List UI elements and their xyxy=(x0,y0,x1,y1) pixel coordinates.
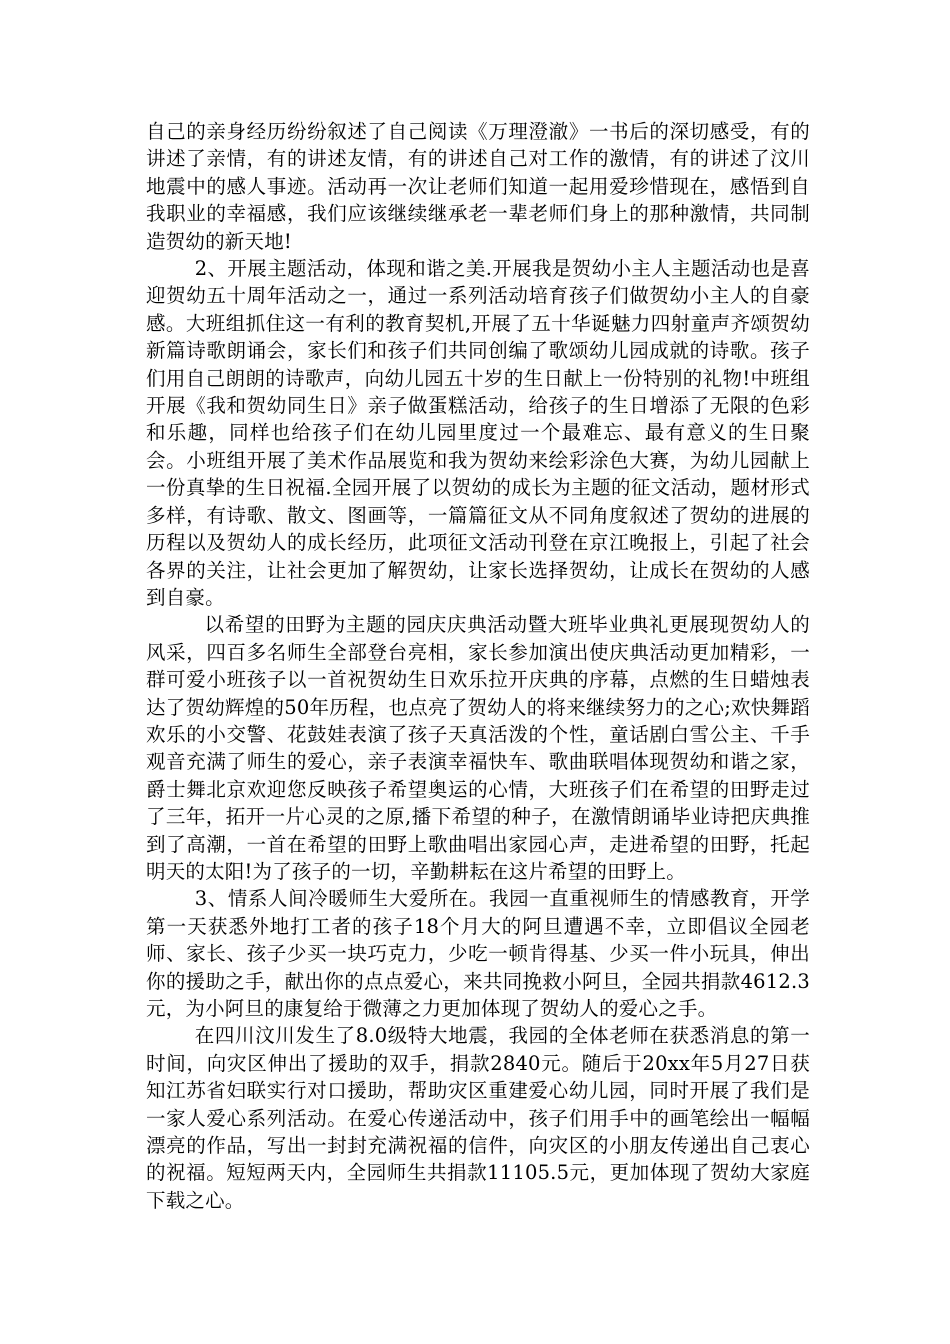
paragraph-earthquake-relief: 在四川汶川发生了8.0级特大地震，我园的全体老师在获悉消息的第一时间，向灾区伸出了援助的双手，捐款2840元。随后于20xx年5月27日获知江苏省妇联实行对口援助，帮助灾区重建爱心幼儿园，同时开展了我们是一家人爱心系列活动。在爱心传递活动中，孩子们用手中的画笔绘出一幅幅漂亮的作品，写出一封封充满祝福的信件，向灾区的小朋友传递出自己衷心的祝福。短短两天内，全园师生共捐款11105.5元，更加体现了贺幼大家庭下载之心。 xyxy=(146,1024,810,1212)
paragraph-anniversary-celebration: 以希望的田野为主题的园庆庆典活动暨大班毕业典礼更展现贺幼人的风采，四百多名师生全部登台亮相，家长参加演出使庆典活动更加精彩，一群可爱小班孩子以一首祝贺幼生日欢乐拉开庆典的序幕，点燃的生日蜡烛表达了贺幼辉煌的50年历程，也点亮了贺幼人的将来继续努力的之心;欢快舞蹈欢乐的小交警、花鼓娃表演了孩子天真活泼的个性，童话剧白雪公主、千手观音充满了师生的爱心，亲子表演幸福快车、歌曲联唱体现贺幼和谐之家，爵士舞北京欢迎您反映孩子希望奥运的心情，大班孩子们在希望的田野走过了三年，拓开一片心灵的之原,播下希望的种子，在激情朗诵毕业诗把庆典推到了高潮，一首在希望的田野上歌曲唱出家园心声，走进希望的田野，托起明天的太阳!为了孩子的一切，辛勤耕耘在这片希望的田野上。 xyxy=(146,613,810,883)
document-body xyxy=(146,118,810,1214)
paragraph-theme-activities: 2、开展主题活动，体现和谐之美.开展我是贺幼小主人主题活动也是喜迎贺幼五十周年活动之一，通过一系列活动培育孩子们做贺幼小主人的自豪感。大班组抓住这一有利的教育契机,开展了五十华诞魅力四射童声齐颂贺幼新篇诗歌朗诵会，家长们和孩子们共同创编了歌颂幼儿园成就的诗歌。孩子们用自己朗朗的诗歌声，向幼儿园五十岁的生日献上一份特别的礼物!中班组开展《我和贺幼同生日》亲子做蛋糕活动，给孩子的生日增添了无限的色彩和乐趣，同样也给孩子们在幼儿园里度过一个最难忘、最有意义的生日聚会。小班组开展了美术作品展览和我为贺幼来绘彩涂色大赛，为幼儿园献上一份真挚的生日祝福.全园开展了以贺幼的成长为主题的征文活动，题材形式多样，有诗歌、散文、图画等，一篇篇征文从不同角度叙述了贺幼的进展的历程以及贺幼人的成长经历，此项征文活动刊登在京江晚报上，引起了社会各界的关注，让社会更加了解贺幼，让家长选择贺幼，让成长在贺幼的人感到自豪。 xyxy=(146,257,810,609)
paragraph-charity: 3、情系人间冷暖师生大爱所在。我园一直重视师生的情感教育，开学第一天获悉外地打工者的孩子18个月大的阿旦遭遇不幸，立即倡议全园老师、家长、孩子少买一块巧克力，少吃一顿肯得基、少买一件小玩具，伸出你的援助之手，献出你的点点爱心，来共同挽救小阿旦，全园共捐款4612.3元，为小阿旦的康复给于微薄之力更加体现了贺幼人的爱心之手。 xyxy=(146,887,810,1020)
paragraph-reading-activity: 自己的亲身经历纷纷叙述了自己阅读《万理澄澈》一书后的深切感受，有的讲述了亲情，有的讲述友情，有的讲述自己对工作的激情，有的讲述了汶川地震中的感人事迹。活动再一次让老师们知道一起用爱珍惜现在，感悟到自我职业的幸福感，我们应该继续继承老一辈老师们身上的那种激情，共同制造贺幼的新天地! xyxy=(146,120,810,253)
